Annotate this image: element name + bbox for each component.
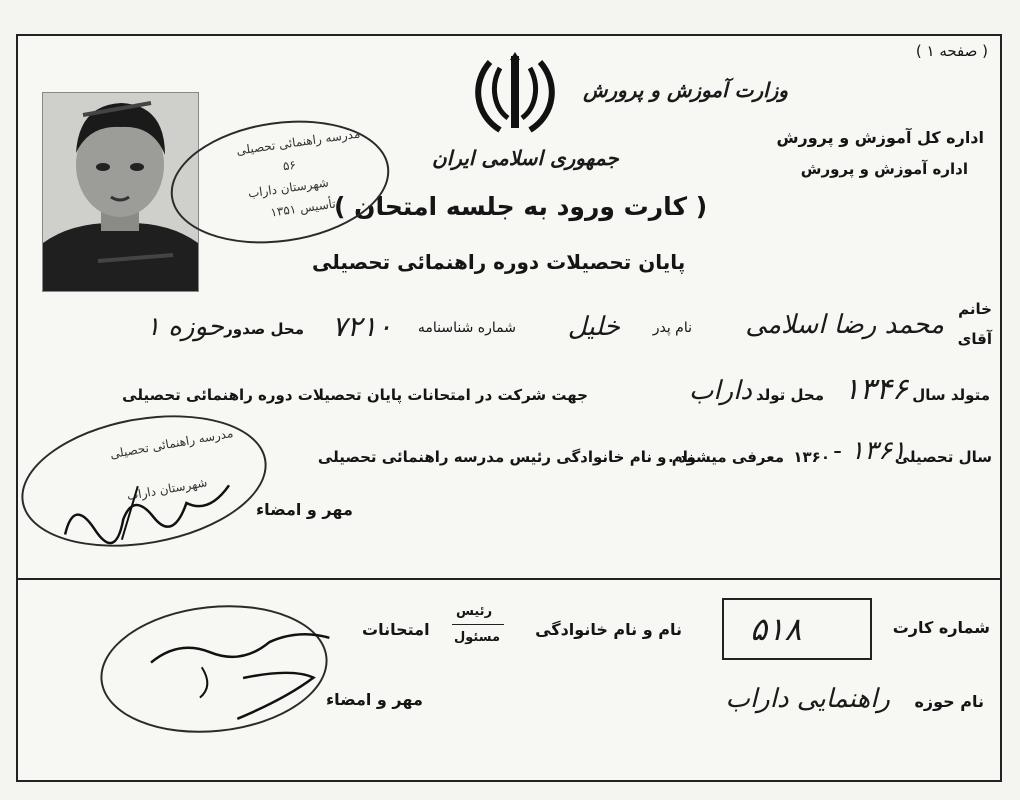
dept-general: اداره کل آموزش و پرورش	[776, 128, 984, 147]
principal-label: نام و نام خانوادگی رئیس مدرسه راهنمائی تحصیلی	[317, 448, 694, 466]
label-agha: آقای	[957, 330, 992, 348]
role-top: رئیس	[456, 604, 493, 619]
label-born: متولد سال	[912, 386, 990, 404]
role-fraction-line	[452, 624, 504, 625]
label-card-number: شماره کارت	[892, 618, 990, 637]
section-divider	[18, 578, 1000, 580]
role-bottom: مسئول	[454, 630, 501, 645]
label-birthplace: محل تولد	[755, 386, 824, 404]
card-number: ۵۱۸	[750, 610, 802, 648]
ministry-title: وزارت آموزش و پرورش	[583, 78, 788, 102]
seal-sign-label: مهر و امضاء	[256, 500, 353, 519]
photo-stamp-line: تأسیس ۱۳۵۱	[269, 196, 337, 220]
academic-year: ۱۳۶۱ -	[833, 436, 906, 466]
father-name: خلیل	[567, 312, 620, 342]
school-stamp-line: شهرستان داراب	[125, 475, 209, 504]
academic-year-printed: ۱۳۶۰	[793, 448, 830, 466]
birth-year: ۱۳۴۶	[843, 372, 908, 407]
birth-place: داراب	[688, 376, 752, 406]
page-label: ( صفحه ۱ )	[915, 42, 988, 60]
label-khanom: خانم	[958, 300, 992, 318]
school-stamp-line: مدرسه راهنمائی تحصیلی	[108, 425, 235, 462]
district-name: راهنمایی داراب	[725, 684, 890, 714]
card-number-box	[722, 598, 872, 660]
iran-emblem-icon	[470, 52, 560, 138]
photo-stamp-line: مدرسه راهنمائی تحصیلی	[235, 126, 361, 158]
seal-sign-label-2: مهر و امضاء	[326, 690, 423, 709]
card-subtitle: پایان تحصیلات دوره راهنمائی تحصیلی	[312, 250, 686, 274]
issue-place: حوزه ۱	[146, 312, 224, 342]
dept-local: اداره آموزش و پرورش	[800, 160, 968, 178]
label-district: نام حوزه	[914, 692, 984, 711]
label-issue: محل صدور	[224, 320, 304, 338]
label-father: نام پدر	[652, 320, 692, 336]
official-signature-icon	[138, 613, 347, 733]
label-official-name: نام و نام خانوادگی	[535, 620, 682, 639]
republic-title: جمهوری اسلامی ایران	[432, 146, 619, 170]
photo-stamp-line: ۵۶	[281, 157, 297, 174]
label-year: سال تحصیلی	[894, 448, 992, 466]
label-exams: امتحانات	[362, 620, 430, 639]
card-title: ( کارت ورود به جلسه امتحان )	[334, 192, 708, 221]
student-name: محمد رضا اسلامی	[745, 310, 944, 340]
photo-stamp-line: شهرستان داراب	[247, 175, 330, 201]
exam-purpose: جهت شرکت در امتحانات پایان تحصیلات دوره راهنمائی تحصیلی	[122, 386, 588, 404]
label-id: شماره شناسنامه	[417, 320, 516, 336]
id-number: ۷۲۱۰	[331, 310, 392, 343]
introduced-text: معرفی میشود .	[667, 448, 784, 466]
